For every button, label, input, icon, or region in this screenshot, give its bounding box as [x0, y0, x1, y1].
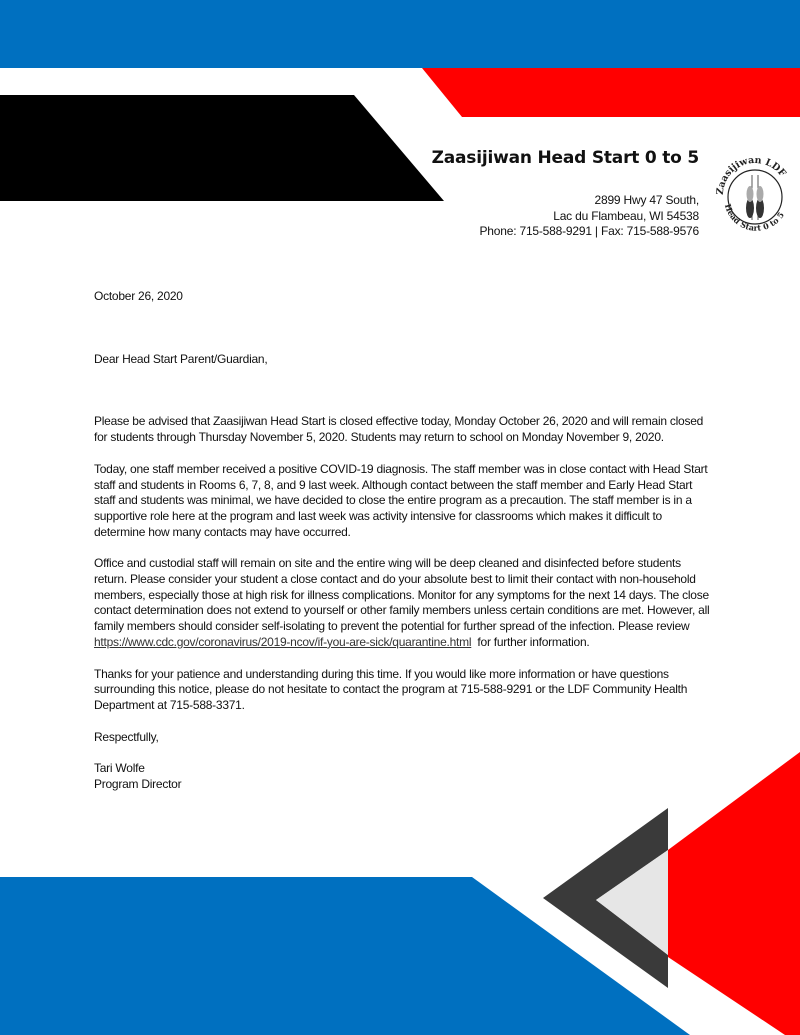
closing: Respectfully,	[94, 729, 159, 744]
organization-name: Zaasijiwan Head Start 0 to 5	[431, 148, 699, 168]
paragraph-contact: Thanks for your patience and understanding during this time. If you would like more information or have questions surrounding this notice, please do not hesitate to contact the program at 715-588-9291 or the LDF Community Health Department at 715-588-3371.	[94, 666, 688, 712]
greeting: Dear Head Start Parent/Guardian,	[94, 351, 268, 366]
signer-name: Tari Wolfe	[94, 761, 145, 776]
top-black-band	[0, 95, 444, 201]
paragraph-diagnosis: Today, one staff member received a positive COVID-19 diagnosis. The staff member was in close contact with Head Start staff and students in Rooms 6, 7, 8, and 9 last week. Although contact between the staff member and Early Head Start staff and students was minimal, we have decided to close the entire program as a precaution. The staff member is in a supportive role here at the program and last week was activity intensive for classrooms which makes it difficult to determine how many contacts may have occurred.	[94, 461, 708, 539]
address-block	[480, 193, 700, 240]
letter-body	[94, 289, 710, 793]
address-line1: 2899 Hwy 47 South,	[594, 193, 699, 207]
signer-title: Program Director	[94, 777, 182, 792]
cleaning-text-end: for further information.	[471, 634, 590, 649]
svg-text:Zaasijiwan LDF: Zaasijiwan LDF	[715, 154, 788, 196]
letter-date: October 26, 2020	[94, 289, 183, 303]
paragraph-cleaning	[94, 556, 710, 650]
bottom-red-shape	[668, 752, 800, 1035]
svg-text:Head Start 0 to 5: Head Start 0 to 5	[722, 202, 787, 233]
cdc-quarantine-link[interactable]: https://www.cdc.gov/coronavirus/2019-ncov/if-you-are-sick/quarantine.html	[94, 634, 472, 649]
phone-fax: Phone: 715-588-9291 | Fax: 715-588-9576	[479, 224, 699, 238]
paragraph-closure: Please be advised that Zaasijiwan Head Start is closed effective today, Monday October 26, 2020 and will remain closed for students through Thursday November 5, 2020. Students may return to school on Monday November 9, 2020.	[94, 414, 704, 445]
cleaning-text: Office and custodial staff will remain on site and the entire wing will be deep cleaned and disinfected before students return. Please consider your student a close contact and do your absolute best to limit their contact with non-household members, especially those at high risk for illness complications. Monitor for any symptoms for the next 14 days. The close contact determination does not extend to yourself or other family members unless certain conditions are met. However, all family members should consider self-isolating to prevent the potential for further spread of the infection. Please review	[94, 556, 710, 634]
address-line2: Lac du Flambeau, WI 54538	[553, 208, 699, 223]
organization-logo	[715, 150, 795, 240]
top-red-band	[422, 68, 800, 117]
top-blue-band	[0, 0, 800, 68]
